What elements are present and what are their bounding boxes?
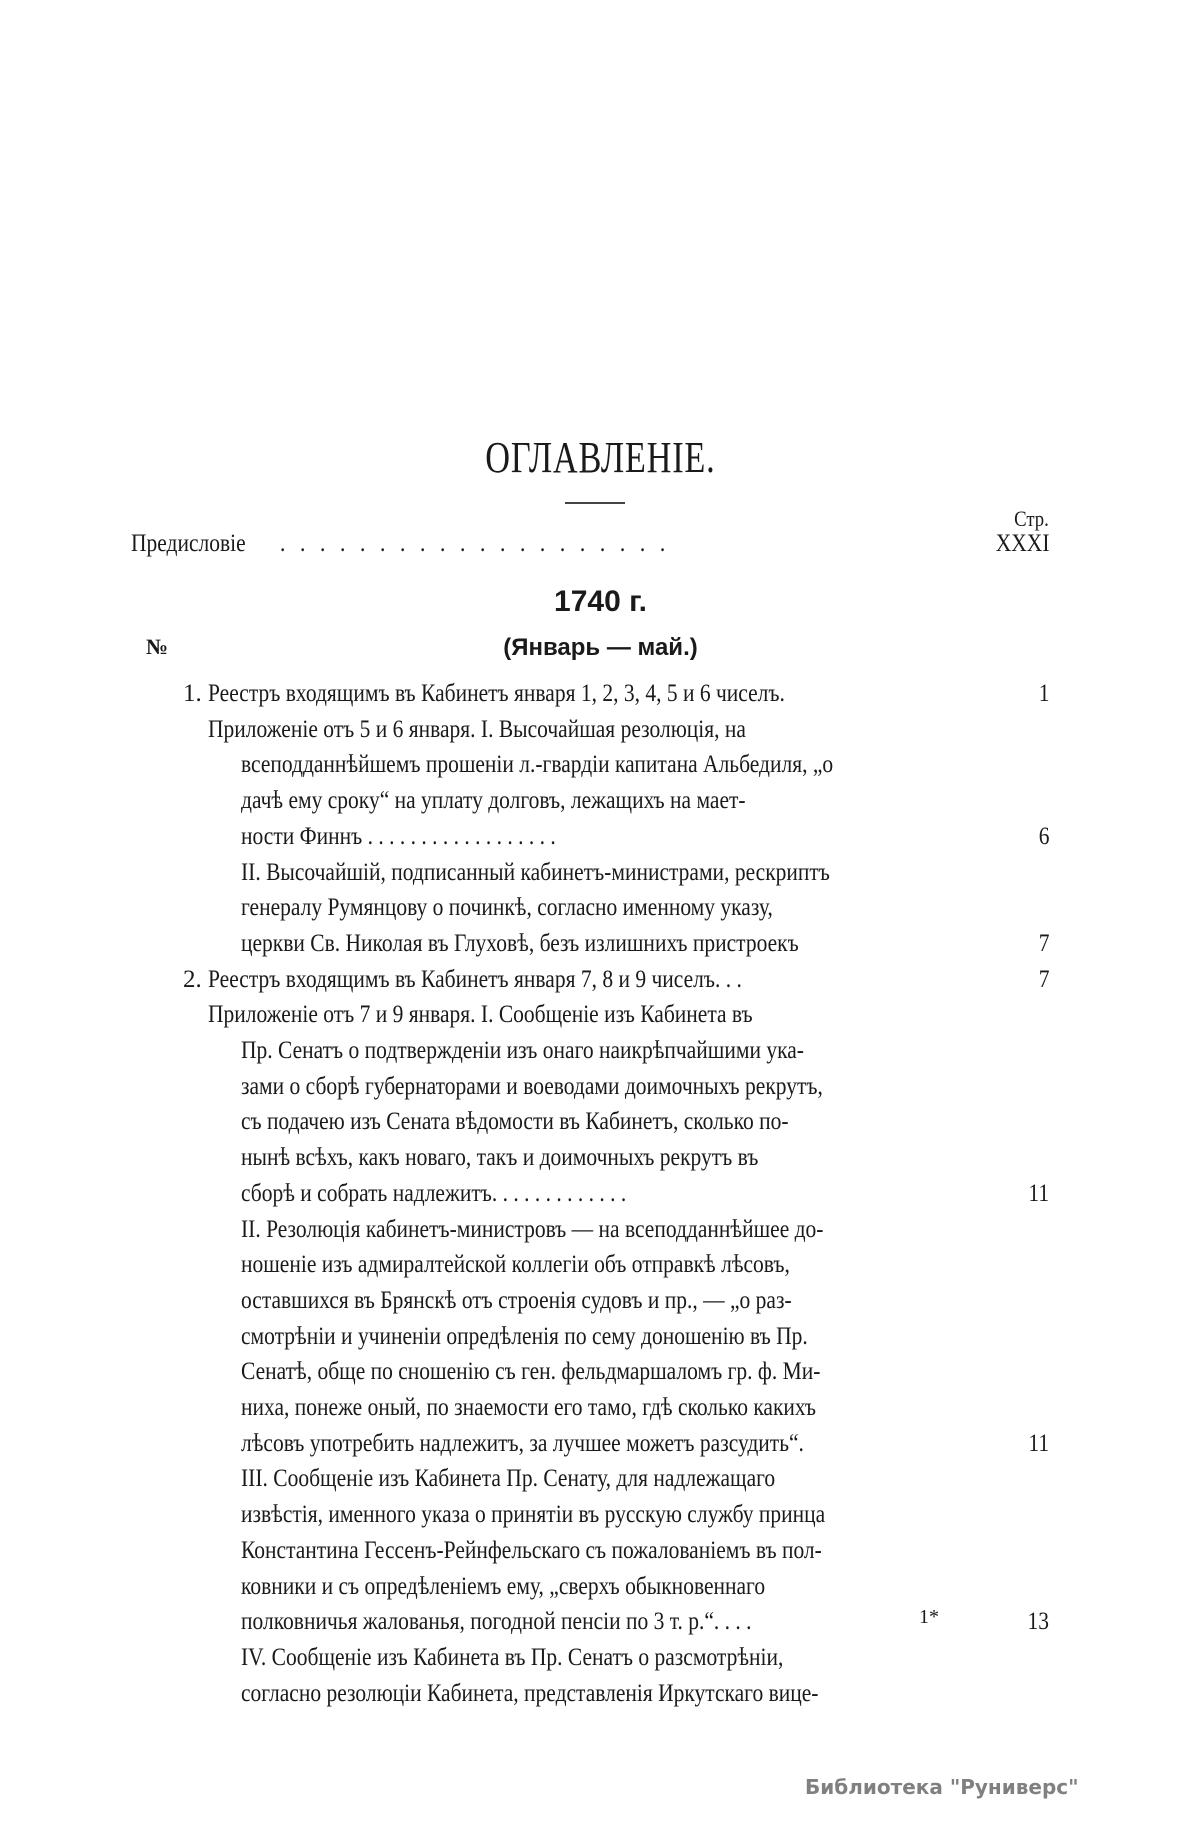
entry-text: Приложеніе отъ 7 и 9 января. I. Сообщеніе изъ Кабинета въ	[208, 1001, 753, 1028]
entry-text: генералу Румянцову о починкѣ, согласно именному указу,	[241, 894, 773, 921]
entry-text: Сенатѣ, обще по сношенію съ ген. фельдмаршаломъ гр. ф. Ми-	[241, 1358, 821, 1385]
entry-number: 2.	[183, 966, 202, 993]
entry-text: Реестръ входящимъ въ Кабинетъ января 1, 2, 3, 4, 5 и 6 чиселъ.	[208, 680, 785, 707]
entry-text: смотрѣніи и учиненіи опредѣленія по сему доношенію въ Пр.	[241, 1323, 808, 1350]
toc-entry	[0, 1641, 1201, 1675]
toc-entry	[0, 963, 1201, 997]
toc-entry	[0, 1355, 1201, 1389]
toc-entry	[0, 1213, 1201, 1247]
entry-text: Реестръ входящимъ въ Кабинетъ января 7, 8 и 9 чиселъ. . .	[208, 966, 742, 993]
entry-page: 11	[1028, 1430, 1049, 1457]
entry-text: дачѣ ему сроку“ на уплату долговъ, лежащихъ на мает-	[241, 787, 746, 814]
entry-page: 7	[1038, 930, 1049, 957]
entry-text: IV. Сообщеніе изъ Кабинета въ Пр. Сенатъ о разсмотрѣніи,	[241, 1644, 784, 1671]
section-period: (Январь — май.)	[503, 634, 698, 661]
toc-entry	[0, 784, 1201, 818]
entry-text: ниха, понеже оный, по знаемости его тамо, гдѣ сколько какихъ	[241, 1394, 816, 1421]
toc-entry	[0, 820, 1201, 854]
toc-entry	[0, 1141, 1201, 1175]
toc-entry	[0, 1284, 1201, 1318]
toc-entry	[0, 927, 1201, 961]
toc-entry	[0, 1105, 1201, 1139]
entry-text: церкви Св. Николая въ Глуховѣ, безъ излишнихъ пристроекъ	[241, 930, 799, 957]
page-title: ОГЛАВЛЕНІЕ.	[485, 433, 716, 482]
toc-entry	[0, 1534, 1201, 1568]
entry-text: II. Резолюція кабинетъ-министровъ — на всеподданнѣйшее до-	[241, 1216, 824, 1243]
entry-text: согласно резолюціи Кабинета, представленія Иркутскаго вице-	[241, 1680, 819, 1707]
entry-page: 1	[1038, 680, 1049, 707]
toc-entry	[0, 1570, 1201, 1604]
entry-text: ношеніе изъ адмиралтейской коллегіи объ отправкѣ лѣсовъ,	[241, 1251, 790, 1278]
entry-text: III. Сообщеніе изъ Кабинета Пр. Сенату, для надлежащаго	[241, 1465, 776, 1492]
toc-entry	[0, 1248, 1201, 1282]
entry-text: лѣсовъ употребить надлежитъ, за лучшее можетъ разсудить“.	[241, 1430, 804, 1457]
toc-entry	[0, 1391, 1201, 1425]
page-column-header: Стр.	[1014, 506, 1049, 531]
entry-page: 6	[1038, 823, 1049, 850]
entry-text: ковники и съ опредѣленіемъ ему, „сверхъ обыкновеннаго	[241, 1573, 766, 1600]
section-year: 1740 г.	[554, 585, 647, 618]
numero-column-header: №	[146, 634, 169, 659]
entry-text: II. Высочайшій, подписанный кабинетъ-министрами, рескриптъ	[241, 859, 830, 886]
title-divider	[565, 502, 625, 504]
entry-text: всеподданнѣйшемъ прошеніи л.-гвардіи капитана Альбедиля, „о	[241, 751, 834, 778]
toc-entry	[0, 1034, 1201, 1068]
toc-entry	[0, 1605, 1201, 1639]
entry-text: ности Финнъ . . . . . . . . . . . . . . . . . .	[241, 823, 556, 850]
toc-entry	[0, 1427, 1201, 1461]
library-watermark: Библиотека "Руниверс"	[805, 1775, 1079, 1799]
entry-text: Пр. Сенатъ о подтвержденіи изъ онаго наикрѣпчайшими ука-	[241, 1037, 804, 1064]
toc-entry	[0, 891, 1201, 925]
toc-entry	[0, 1320, 1201, 1354]
leader-dots: ....................	[280, 530, 680, 557]
toc-entry	[0, 677, 1201, 711]
entry-text: извѣстія, именного указа о принятіи въ русскую службу принца	[241, 1501, 826, 1528]
toc-entry	[0, 998, 1201, 1032]
entry-text: нынѣ всѣхъ, какъ новаго, такъ и доимочныхъ рекрутъ въ	[241, 1144, 759, 1171]
entry-text: оставшихся въ Брянскѣ отъ строенія судовъ и пр., — „о раз-	[241, 1287, 792, 1314]
entry-text: Предисловіе	[131, 530, 246, 557]
entry-text: съ подачею изъ Сената вѣдомости въ Кабинетъ, сколько по-	[241, 1108, 789, 1135]
toc-entry	[0, 1462, 1201, 1496]
toc-entry	[0, 1177, 1201, 1211]
toc-entry	[0, 1070, 1201, 1104]
entry-page: XXXI	[995, 530, 1049, 557]
toc-entry	[0, 1498, 1201, 1532]
toc-entry	[0, 713, 1201, 747]
toc-entry	[0, 1677, 1201, 1711]
entry-page: 11	[1028, 1180, 1049, 1207]
signature-mark: 1*	[919, 1606, 939, 1628]
entry-text: сборѣ и собрать надлежитъ. . . . . . . . . . . . .	[241, 1180, 627, 1207]
toc-entry-preface	[0, 527, 1201, 561]
entry-text: Приложеніе отъ 5 и 6 января. I. Высочайшая резолюція, на	[208, 716, 746, 743]
entry-text: зами о сборѣ губернаторами и воеводами доимочныхъ рекрутъ,	[241, 1073, 823, 1100]
entry-page: 13	[1027, 1608, 1049, 1635]
entry-page: 7	[1038, 966, 1049, 993]
entry-number: 1.	[183, 680, 202, 707]
entry-text: полковничья жалованья, погодной пенсіи по 3 т. р.“. . . .	[241, 1608, 752, 1635]
toc-entry	[0, 856, 1201, 890]
entry-text: Константина Гессенъ-Рейнфельскаго съ пожалованіемъ въ пол-	[241, 1537, 822, 1564]
toc-entry	[0, 748, 1201, 782]
